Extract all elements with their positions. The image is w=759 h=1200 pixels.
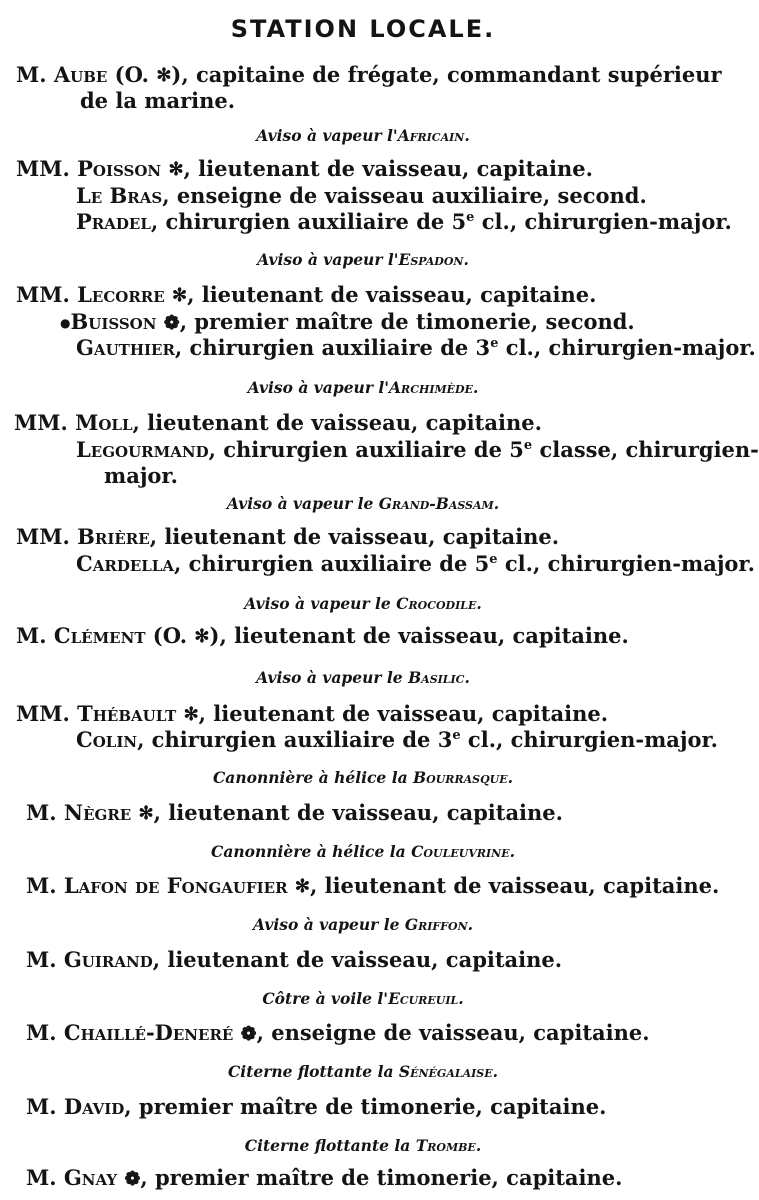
entry-moll: MM. Moll, lieutenant de vaisseau, capitaine. (14, 410, 542, 435)
ship-heading-crocodile: Aviso à vapeur le Crocodile. (244, 594, 482, 613)
entry-prefix: MM. (14, 410, 68, 435)
entry-chaille-denere: M. Chaillé-Deneré ❁, enseigne de vaisseau, capitaine. (26, 1020, 650, 1045)
entry-prefix: M. (16, 62, 47, 87)
ship-heading-basilic: Aviso à vapeur le Basilic. (256, 668, 470, 687)
entry-briere: MM. Brière, lieutenant de vaisseau, capitaine. (16, 524, 560, 549)
entry-gnay: M. Gnay ❁, premier maître de timonerie, capitaine. (26, 1165, 623, 1190)
entry-prefix: M. (26, 873, 57, 898)
ship-heading-archimede: Aviso à vapeur l'Archimède. (247, 378, 479, 397)
ship-heading-senegalaise: Citerne flottante la Sénégalaise. (227, 1062, 499, 1081)
entry-guirand: M. Guirand, lieutenant de vaisseau, capitaine. (26, 947, 563, 972)
ship-heading-grand-bassam: Aviso à vapeur le Grand-Bassam. (226, 494, 500, 513)
entry-prefix: M. (26, 800, 57, 825)
entry-thebault: MM. Thébault ✻, lieutenant de vaisseau, capitaine. (16, 701, 609, 726)
entry-prefix: MM. (16, 282, 70, 307)
entry-name: Poisson (77, 156, 162, 181)
entry-cardella: Cardella, chirurgien auxiliaire de 5e cl., chirurgien-major. (76, 551, 755, 576)
entry-clement: M. Clément (O. ✻), lieutenant de vaisseau, capitaine. (16, 623, 629, 648)
ship-heading-couleuvrine: Canonnière à hélice la Couleuvrine. (211, 842, 515, 861)
entry-le-bras: Le Bras, enseigne de vaisseau auxiliaire, second. (76, 183, 647, 208)
entry-prefix: MM. (16, 701, 70, 726)
entry-prefix: M. (26, 1094, 57, 1119)
legion-cross-icon: ✻ (194, 626, 210, 647)
legion-cross-icon: ✻ (138, 803, 154, 824)
entry-continuation: major. (104, 463, 178, 488)
entry-lecorre: MM. Lecorre ✻, lieutenant de vaisseau, capitaine. (16, 282, 597, 307)
medal-icon: ❁ (124, 1168, 141, 1190)
legion-cross-icon: ✻ (183, 704, 199, 725)
ship-heading-trombe: Citerne flottante la Trombe. (244, 1136, 482, 1155)
entry-aube: M. Aube (O. ✻), capitaine de frégate, commandant supérieur (16, 62, 722, 87)
entry-prefix: MM. (16, 156, 70, 181)
entry-david: M. David, premier maître de timonerie, capitaine. (26, 1094, 607, 1119)
entry-colin: Colin, chirurgien auxiliaire de 3e cl., chirurgien-major. (76, 727, 718, 752)
entry-legourmand: Legourmand, chirurgien auxiliaire de 5e classe, chirurgien- (76, 437, 759, 462)
legion-cross-icon: ✻ (168, 159, 184, 180)
medal-icon: ❁ (163, 312, 180, 334)
ship-heading-espadon: Aviso à vapeur l'Espadon. (257, 250, 469, 269)
medal-icon: ❁ (240, 1023, 257, 1045)
entry-prefix: M. (26, 1165, 57, 1190)
legion-cross-icon: ✻ (294, 876, 310, 897)
ship-heading-griffon: Aviso à vapeur le Griffon. (252, 915, 474, 934)
ship-heading-ecureuil: Côtre à voile l'Ecureuil. (262, 989, 464, 1008)
entry-buisson: ●Buisson ❁, premier maître de timonerie, second. (60, 309, 635, 334)
entry-negre: M. Nègre ✻, lieutenant de vaisseau, capitaine. (26, 800, 563, 825)
ship-heading-bourrasque: Canonnière à hélice la Bourrasque. (212, 768, 514, 787)
entry-continuation: de la marine. (80, 88, 236, 113)
entry-poisson: MM. Poisson ✻, lieutenant de vaisseau, capitaine. (16, 156, 593, 181)
bullet-icon: ● (60, 316, 71, 330)
entry-name: Aube (53, 62, 108, 87)
legion-cross-icon: ✻ (172, 285, 188, 306)
entry-lafon-de-fongaufier: M. Lafon de Fongaufier ✻, lieutenant de vaisseau, capitaine. (26, 873, 720, 898)
ship-heading-africain: Aviso à vapeur l'Africain. (256, 126, 470, 145)
entry-prefix: M. (26, 1020, 57, 1045)
entry-prefix: M. (26, 947, 57, 972)
page-title: STATION LOCALE. (230, 15, 496, 43)
entry-prefix: MM. (16, 524, 70, 549)
entry-gauthier: Gauthier, chirurgien auxiliaire de 3e cl., chirurgien-major. (76, 335, 756, 360)
entry-prefix: M. (16, 623, 47, 648)
entry-pradel: Pradel, chirurgien auxiliaire de 5e cl., chirurgien-major. (76, 209, 732, 234)
legion-cross-icon: ✻ (156, 65, 172, 86)
entry-description: ), capitaine de frégate, commandant supérieur (171, 62, 722, 87)
